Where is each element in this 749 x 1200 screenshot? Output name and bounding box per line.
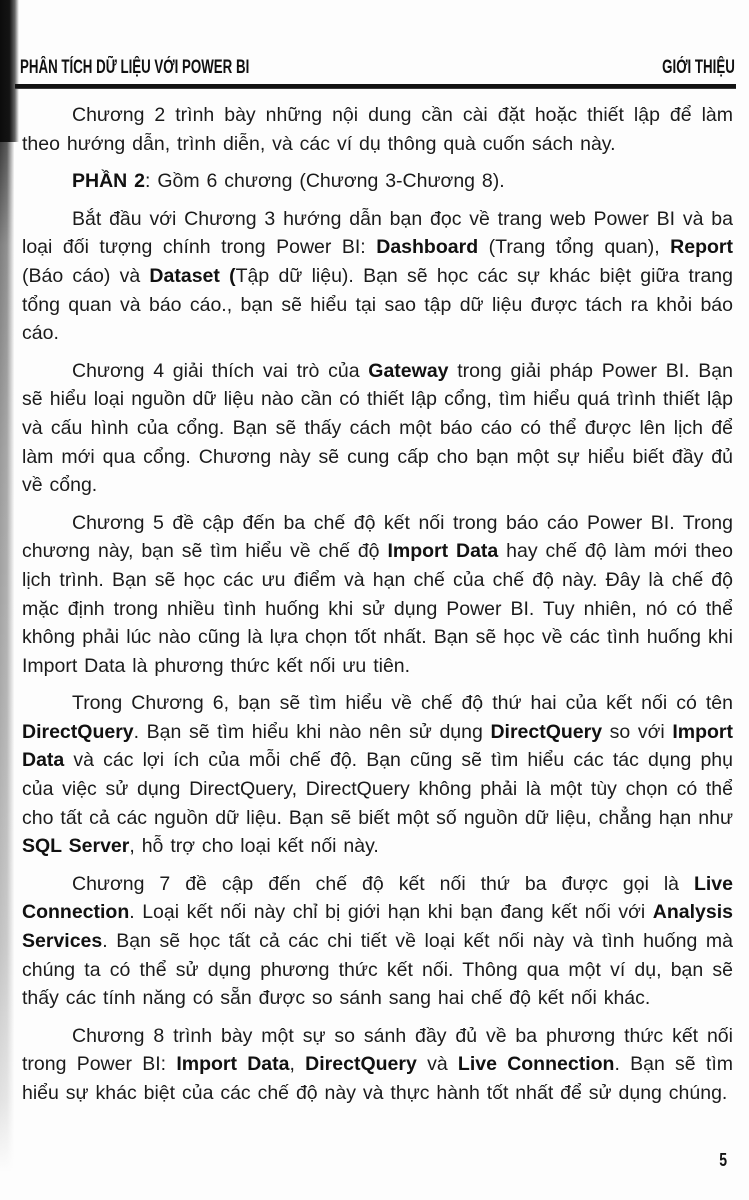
spine-shadow <box>0 142 14 1172</box>
text-run: trong giải pháp Power BI. Bạn sẽ hiểu loại nguồn dữ liệu nào cần có thiết lập cổng, tìm hiểu quá trình thiết lập và cấu hình của cổng. Bạn sẽ thấy cách một báo cáo có thể được lên lịch để làm mới qua cổng. Chương này sẽ cung cấp cho bạn một sự hiểu biết đầy đủ về cổng. <box>22 359 733 497</box>
text-run: Chương 7 đề cập đến chế độ kết nối thứ ba được gọi là <box>72 872 694 895</box>
text-run: và <box>416 1053 458 1076</box>
text-run: . Bạn sẽ tìm hiểu sự khác biệt của các chế độ này và thực hành tốt nhất để sử dụng chúng. <box>22 1053 733 1104</box>
page-number: 5 <box>719 1150 727 1170</box>
text-run: và các lợi ích của mỗi chế độ. Bạn cũng sẽ tìm hiểu các tác dụng phụ của việc sử dụng DirectQuery, DirectQuery không phải là một tùy chọn có thể cho tất cả các nguồn dữ liệu. Bạn sẽ biết một số nguồn dữ liệu, chẳng hạn như <box>22 749 733 829</box>
text-run: (Báo cáo) và <box>22 264 150 287</box>
text-run: . Bạn sẽ tìm hiểu khi nào nên sử dụng <box>133 720 491 743</box>
bold-text-run: Live Connection <box>457 1053 615 1076</box>
header-book-title: PHÂN TÍCH DỮ LIỆU VỚI POWER BI <box>20 57 250 78</box>
bold-text-run: Dashboard <box>376 236 479 259</box>
text-run: . Loại kết nối này chỉ bị giới hạn khi bạn đang kết nối với <box>129 901 653 924</box>
bold-text-run: Import Data <box>387 540 499 563</box>
paragraph <box>22 1022 733 1108</box>
spine-shadow-top <box>0 0 19 142</box>
text-run: Tập dữ liệu). Bạn sẽ học các sự khác biệt giữa trang tổng quan và báo cáo., bạn sẽ hiểu tại sao tập dữ liệu được tách ra khỏi báo cáo. <box>22 264 733 345</box>
text-run: Chương 2 trình bày những nội dung cần cài đặt hoặc thiết lập để làm theo hướng dẫn, trình diễn, và các ví dụ thông quà cuốn sách này. <box>22 104 733 155</box>
header-chapter-title: GIỚI THIỆU <box>662 57 735 78</box>
text-run: Trong Chương 6, bạn sẽ tìm hiểu về chế độ thứ hai của kết nối có tên <box>72 692 733 715</box>
text-run: , hỗ trợ cho loại kết nối này. <box>129 835 379 858</box>
paragraph <box>22 167 733 196</box>
paragraph <box>22 205 733 348</box>
text-run: Bắt đầu với Chương 3 hướng dẫn bạn đọc về trang web Power BI và ba loại đối tượng chính trong Power BI: <box>22 207 733 259</box>
bold-text-run: Dataset ( <box>149 264 236 287</box>
bold-text-run: Report <box>670 236 733 259</box>
paragraph <box>22 357 733 500</box>
text-run: . Bạn sẽ học tất cả các chi tiết về loại kết nối này và tình huống mà chúng ta có thể sử dụng phương thức kết nối. Thông qua một ví dụ, bạn sẽ thấy các tính năng có sẵn được so sánh sang hai chế độ kết nối khác. <box>22 930 733 1010</box>
text-run: so với <box>602 720 673 743</box>
text-run: Chương 5 đề cập đến ba chế độ kết nối trong báo cáo Power BI. Trong chương này, bạn sẽ tìm hiểu về chế độ <box>22 511 733 563</box>
paragraph <box>22 509 733 681</box>
paragraphs <box>22 101 733 1117</box>
text-run: Chương 8 trình bày một sự so sánh đầy đủ về ba phương thức kết nối trong Power BI: <box>22 1024 733 1076</box>
bold-text-run: Analysis Services <box>22 901 733 953</box>
text-run: Chương 4 giải thích vai trò của <box>72 359 369 382</box>
paragraph <box>22 101 733 158</box>
text-run: : Gồm 6 chương (Chương 3-Chương 8). <box>145 170 505 193</box>
header-rule-divider <box>15 84 736 89</box>
bold-text-run: PHẦN 2 <box>72 170 146 193</box>
bold-text-run: DirectQuery <box>490 720 603 743</box>
paragraph <box>22 870 733 1013</box>
bold-text-run: SQL Server <box>22 835 130 858</box>
bold-text-run: Gateway <box>368 359 449 382</box>
running-header <box>20 55 735 79</box>
text-run: (Trang tổng quan), <box>478 236 671 259</box>
bold-text-run: Import Data <box>176 1053 290 1076</box>
bold-text-run: DirectQuery <box>22 720 134 743</box>
text-run: , <box>289 1053 306 1076</box>
bold-text-run: Live Connection <box>22 872 733 924</box>
bold-text-run: Import Data <box>22 720 734 772</box>
paragraph <box>22 689 733 861</box>
bold-text-run: DirectQuery <box>305 1053 417 1076</box>
text-run: hay chế độ làm mới theo lịch trình. Bạn sẽ học các ưu điểm và hạn chế của chế độ này. Đây là chế độ mặc định trong nhiều tình huống khi sử dụng Power BI. Tuy nhiên, nó có thể không phải lúc nào cũng là lựa chọn tốt nhất. Bạn sẽ học về các tình huống khi Import Data là phương thức kết nối ưu tiên. <box>22 540 733 677</box>
